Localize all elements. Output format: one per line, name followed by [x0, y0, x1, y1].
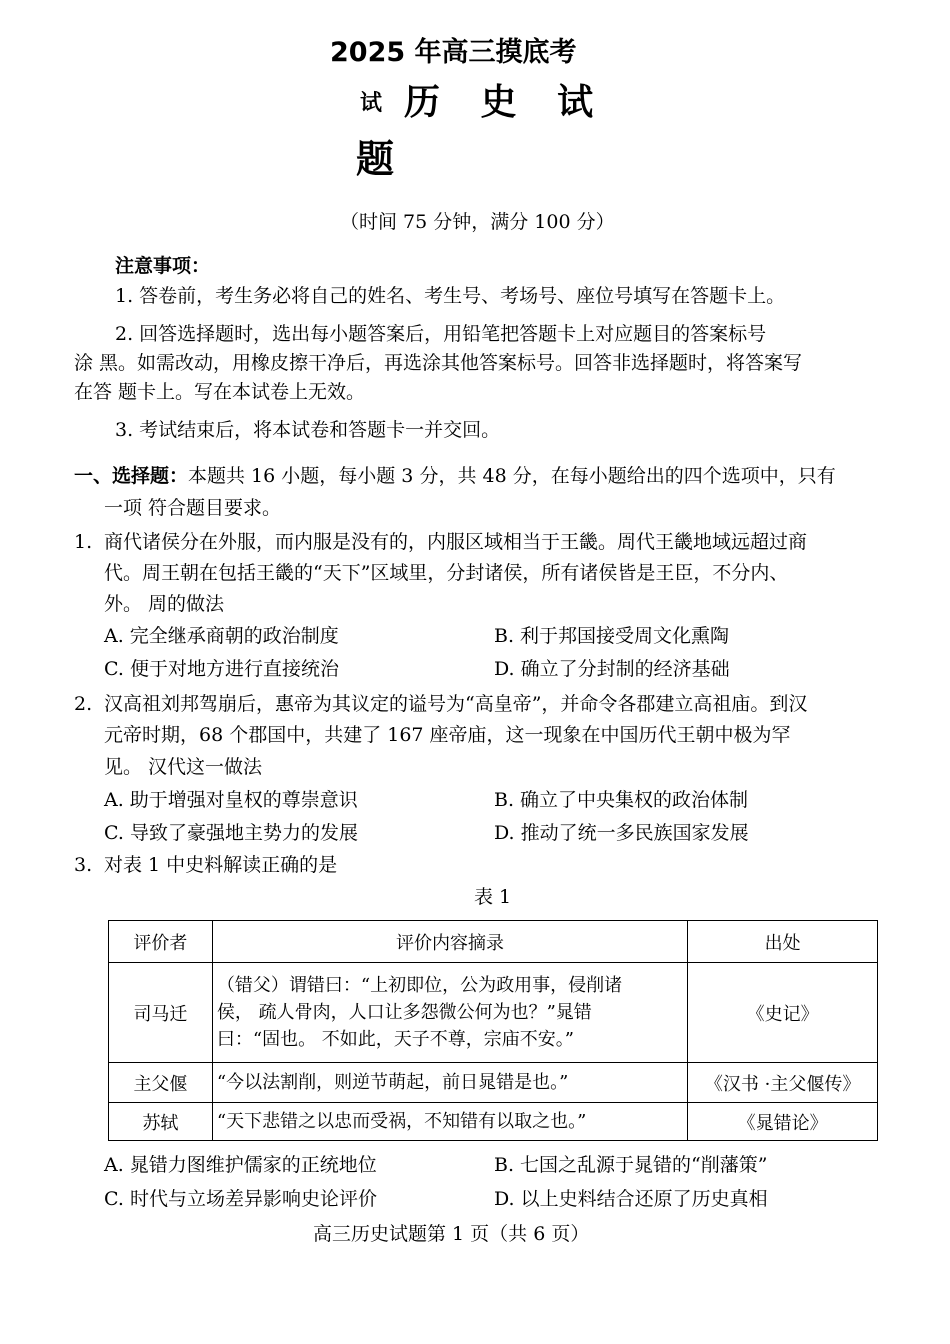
note-item-2-line3: 在答 题卡上。写在本试卷上无效。 — [74, 381, 366, 403]
q2-stem-line3: 见。 汉代这一做法 — [104, 756, 263, 778]
q2-option-a: A. 助于增强对皇权的尊崇意识 — [104, 789, 358, 811]
table-cell-evaluator: 主父偃 — [109, 1063, 213, 1103]
section1-heading — [74, 460, 836, 492]
q1-number: 1. — [74, 531, 93, 553]
exam-title-line1: 2025 年高三摸底考 — [330, 37, 577, 68]
q3-stem: 对表 1 中史料解读正确的是 — [104, 854, 338, 876]
q1-stem-line1: 商代诸侯分在外服，而内服是没有的，内服区域相当于王畿。周代王畿地域远超过商 — [104, 531, 808, 553]
q3-number: 3. — [74, 854, 93, 876]
q3-option-b: B. 七国之乱源于晁错的“削藩策” — [494, 1154, 768, 1176]
notes-title: 注意事项： — [115, 255, 211, 277]
note-item-2-line1: 2. 回答选择题时，选出每小题答案后，用铅笔把答题卡上对应题目的答案标号 — [115, 323, 767, 345]
exam-title-line3: 题 — [356, 137, 395, 181]
exam-title-small: 试 — [360, 91, 383, 116]
history-evaluation-table — [108, 920, 878, 1141]
q3-option-d: D. 以上史料结合还原了历史真相 — [494, 1188, 768, 1210]
table-cell-content-line: 侯， 疏人骨肉，人口让多怨微公何为也？”晁错 — [216, 1002, 592, 1023]
table-row — [109, 963, 878, 1063]
q3-option-a: A. 晁错力图维护儒家的正统地位 — [104, 1154, 377, 1176]
table-cell-source: 《史记》 — [688, 963, 878, 1063]
table-row — [109, 1103, 878, 1141]
note-item-1: 1. 答卷前，考生务必将自己的姓名、考生号、考场号、座位号填写在答题卡上。 — [115, 285, 786, 307]
table-cell-content: “今以法割削，则逆节萌起，前日晁错是也。” — [212, 1063, 687, 1103]
table-header-content: 评价内容摘录 — [212, 921, 687, 963]
section1-label: 一、选择题： — [74, 465, 189, 487]
page-footer: 高三历史试题第 1 页（共 6 页） — [313, 1223, 590, 1245]
q1-option-a: A. 完全继承商朝的政治制度 — [104, 625, 339, 647]
q3-option-c: C. 时代与立场差异影响史论评价 — [104, 1188, 377, 1210]
table-cell-evaluator: 苏轼 — [109, 1103, 213, 1141]
section1-description-line2: 一项 符合题目要求。 — [104, 497, 282, 519]
exam-title-subject: 历 史 试 — [404, 82, 608, 123]
q2-option-d: D. 推动了统一多民族国家发展 — [494, 822, 749, 844]
q2-number: 2. — [74, 693, 93, 715]
q1-option-d: D. 确立了分封制的经济基础 — [494, 658, 730, 680]
table-header-row — [109, 921, 878, 963]
table-cell-content — [212, 963, 687, 1063]
table-cell-evaluator: 司马迁 — [109, 963, 213, 1063]
note-item-2-line2: 涂 黑。如需改动，用橡皮擦干净后，再选涂其他答案标号。回答非选择题时，将答案写 — [74, 352, 803, 374]
q1-option-b: B. 利于邦国接受周文化熏陶 — [494, 625, 730, 647]
q2-option-b: B. 确立了中央集权的政治体制 — [494, 789, 749, 811]
q1-option-c: C. 便于对地方进行直接统治 — [104, 658, 339, 680]
exam-time-info: （时间 75 分钟，满分 100 分） — [340, 211, 615, 233]
section1-description: 本题共 16 小题，每小题 3 分，共 48 分，在每小题给出的四个选项中，只有 — [188, 465, 836, 487]
q1-stem-line2: 代。周王朝在包括王畿的“天下”区域里，分封诸侯，所有诸侯皆是王臣，不分内、 — [104, 562, 789, 584]
q1-stem-line3: 外。 周的做法 — [104, 593, 225, 615]
q2-stem-line1: 汉高祖刘邦驾崩后，惠帝为其议定的谥号为“高皇帝”，并命令各郡建立高祖庙。到汉 — [104, 693, 808, 715]
table-header-evaluator: 评价者 — [109, 921, 213, 963]
table-cell-content-line: 曰：“固也。 不如此，天子不尊，宗庙不安。” — [216, 1029, 574, 1050]
note-item-3: 3. 考试结束后，将本试卷和答题卡一并交回。 — [115, 419, 501, 441]
table-header-source: 出处 — [688, 921, 878, 963]
table-cell-source: 《晁错论》 — [688, 1103, 878, 1141]
table-caption: 表 1 — [474, 886, 512, 908]
table-row — [109, 1063, 878, 1103]
table-cell-content: “天下悲错之以忠而受祸，不知错有以取之也。” — [212, 1103, 687, 1141]
q2-stem-line2: 元帝时期，68 个郡国中，共建了 167 座帝庙，这一现象在中国历代王朝中极为罕 — [104, 724, 791, 746]
q2-option-c: C. 导致了豪强地主势力的发展 — [104, 822, 358, 844]
table-cell-source: 《汉书 ·主父偃传》 — [688, 1063, 878, 1103]
table-cell-content-line: （错父）谓错曰：“上初即位，公为政用事，侵削诸 — [216, 975, 623, 996]
